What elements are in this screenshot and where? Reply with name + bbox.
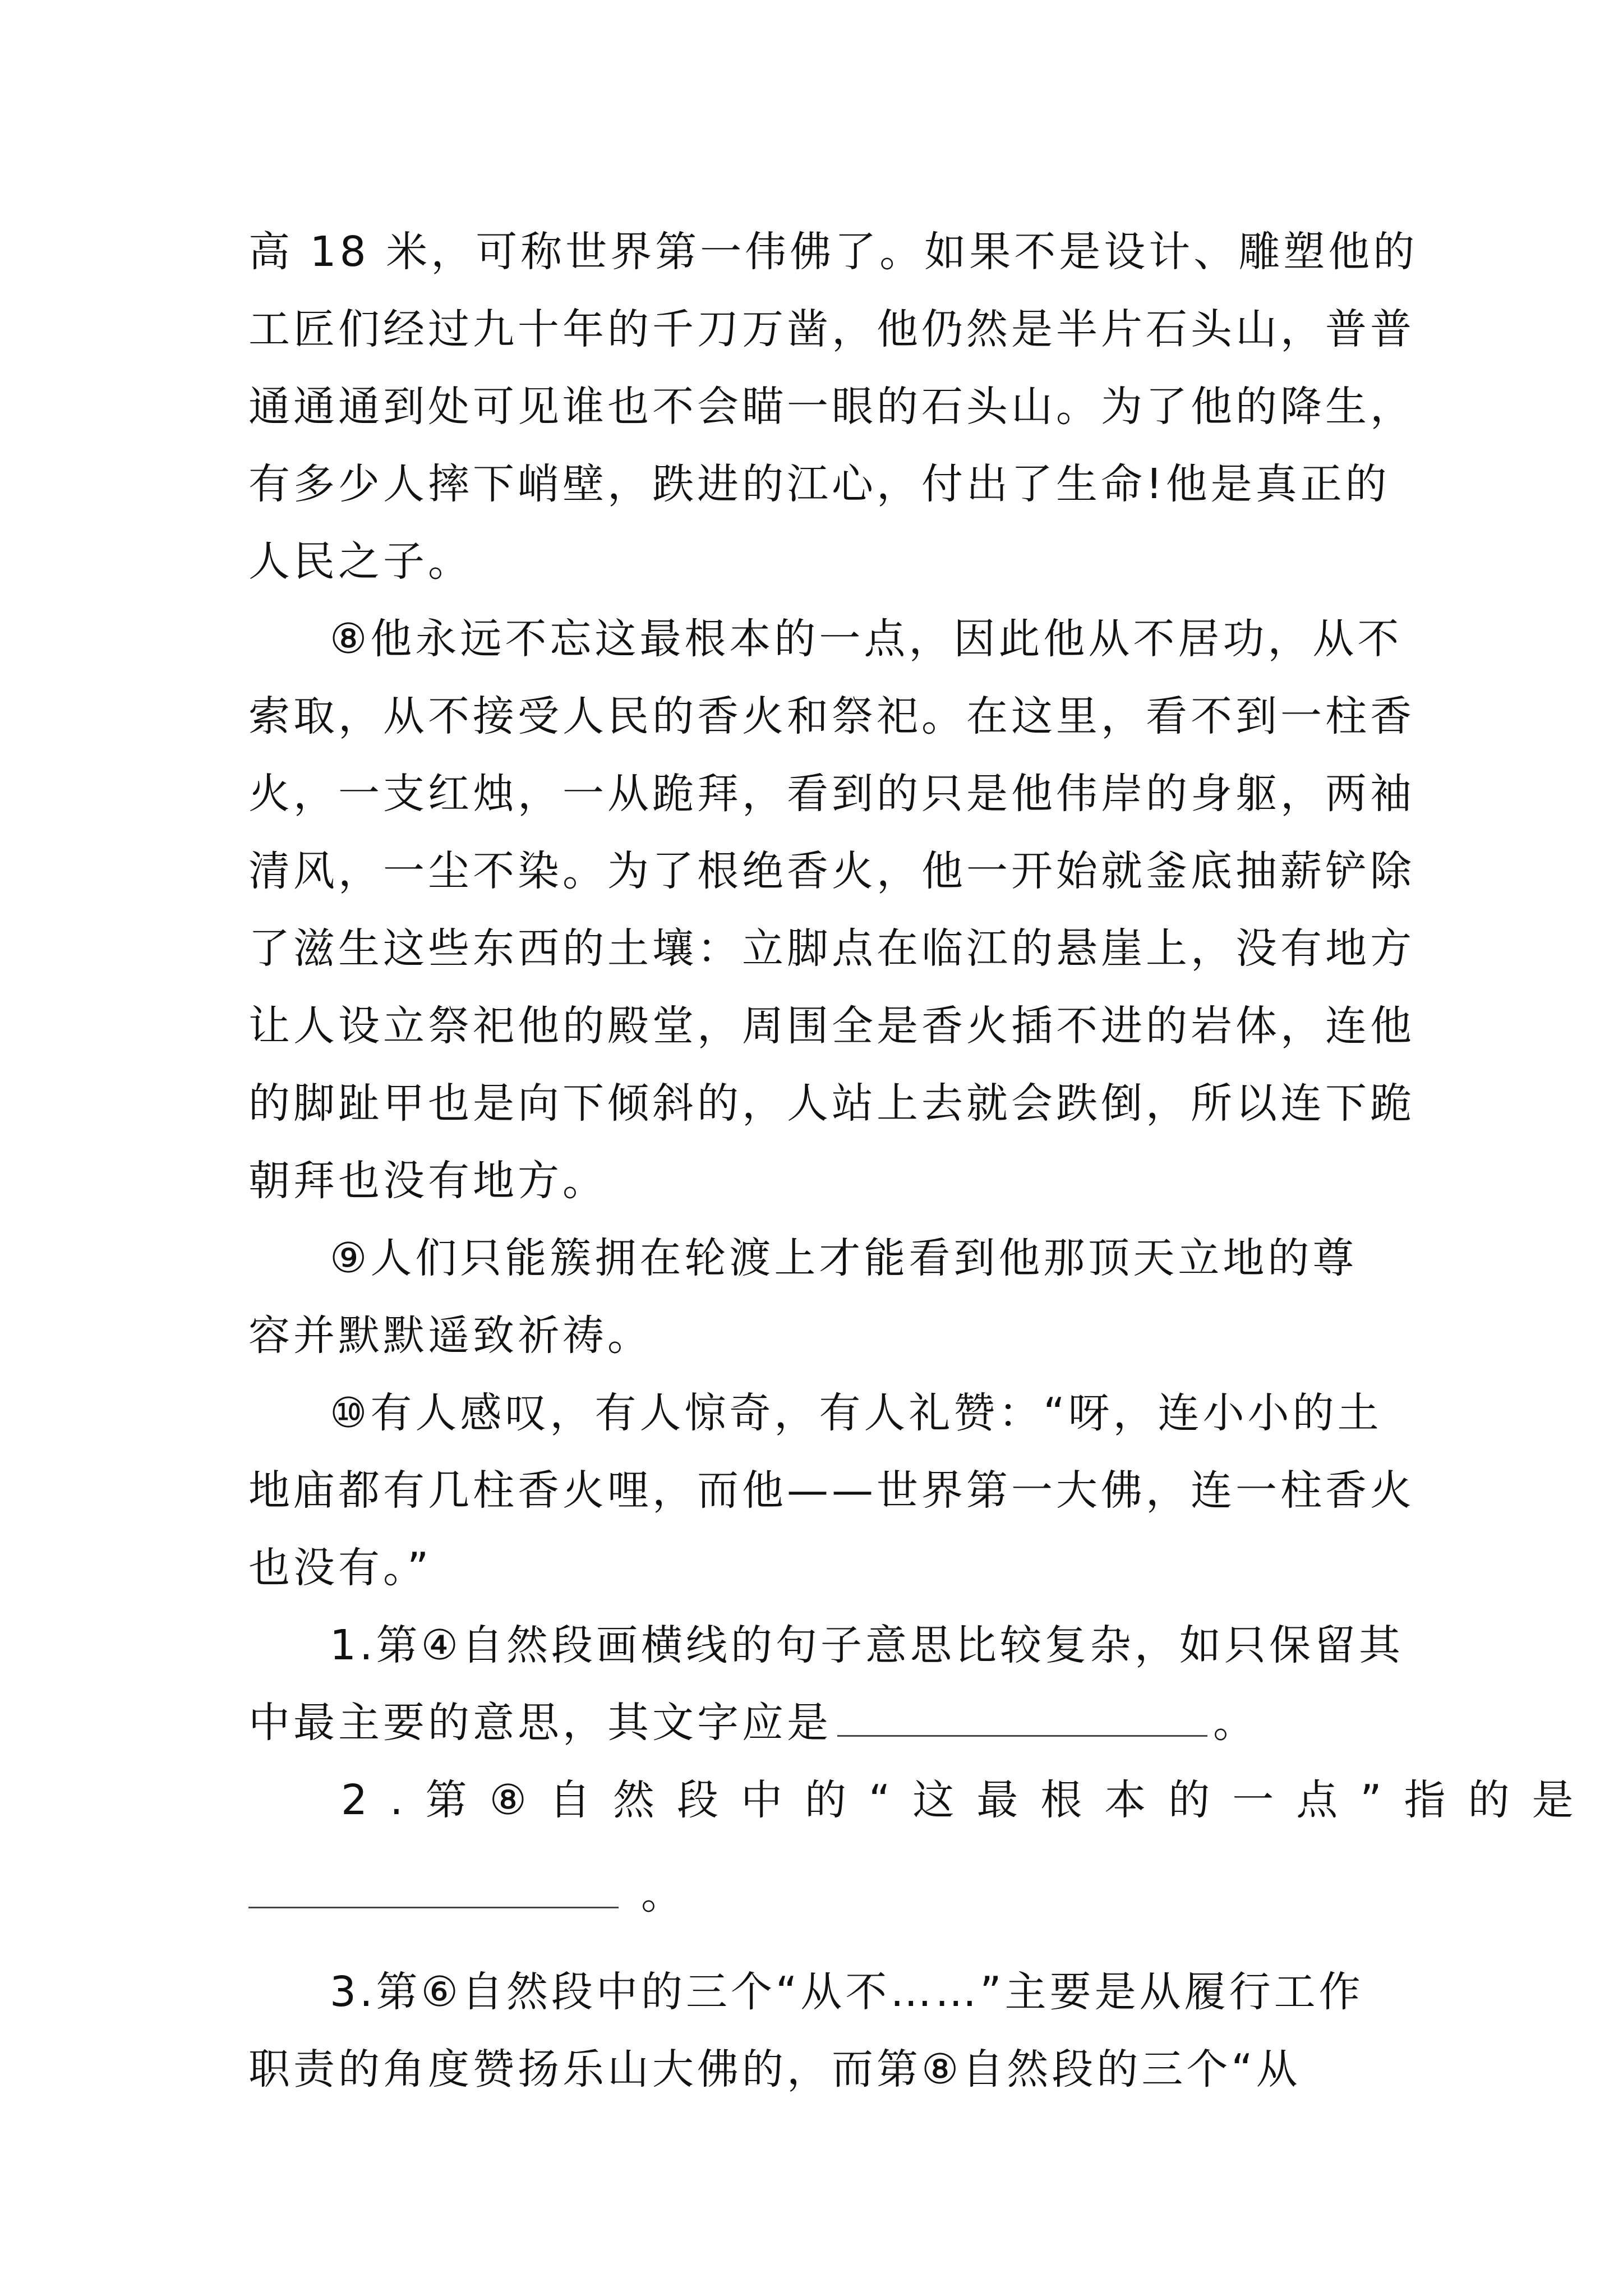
question-1-line-2 [248, 1684, 1393, 1761]
document-body [248, 213, 1596, 2108]
text-line: 有多少人摔下峭壁，跌进的江心，付出了生命!他是真正的 [248, 460, 1390, 508]
text-line: 朝拜也没有地方。 [248, 1157, 607, 1205]
question-3-line-1: 3.第⑥自然段中的三个“从不……”主要是从履行工作 [330, 1968, 1364, 2016]
paragraph-9-first-line: ⑨人们只能簇拥在轮渡上才能看到他那顶天立地的尊 [330, 1234, 1358, 1282]
paragraph-10-first-line: ⑩有人感叹，有人惊奇，有人礼赞：“呀，连小小的土 [330, 1389, 1382, 1437]
question-2-line-1: 2.第⑧自然段中的“这最根本的一点”指的是 [341, 1776, 1596, 1824]
question-1-line-1: 1.第④自然段画横线的句子意思比较复杂，如只保留其 [330, 1621, 1404, 1669]
text-line: 工匠们经过九十年的千刀万凿，他仍然是半片石头山，普普 [248, 305, 1415, 353]
question-1-period: 。 [1213, 1699, 1258, 1747]
text-line: 也没有。” [248, 1544, 432, 1592]
text-line: 火，一支红烛，一从跪拜，看到的只是他伟岸的身躯，两袖 [248, 770, 1415, 818]
question-3-line-2: 职责的角度赞扬乐山大佛的，而第⑧自然段的三个“从 [248, 2045, 1301, 2093]
answer-blank-2[interactable] [248, 1867, 619, 1908]
text-line: 高 18 米，可称世界第一伟佛了。如果不是设计、雕塑他的 [248, 228, 1418, 276]
text-line: 的脚趾甲也是向下倾斜的，人站上去就会跌倒，所以连下跪 [248, 1079, 1415, 1128]
text-line: 了滋生这些东西的土壤：立脚点在临江的悬崖上，没有地方 [248, 924, 1415, 973]
question-2-line-2 [248, 1856, 1393, 1933]
text-line: 人民之子。 [248, 537, 473, 586]
text-line: 清风，一尘不染。为了根绝香火，他一开始就釜底抽薪铲除 [248, 847, 1415, 895]
paragraph-8-first-line: ⑧他永远不忘这最根本的一点，因此他从不居功，从不 [330, 615, 1403, 663]
answer-blank-1[interactable] [837, 1696, 1207, 1737]
question-2-period: 。 [641, 1870, 686, 1918]
text-line: 通通通到处可见谁也不会瞄一眼的石头山。为了他的降生， [248, 383, 1415, 431]
text-line: 容并默默遥致祈祷。 [248, 1312, 652, 1360]
question-1-prompt: 中最主要的意思，其文字应是 [248, 1699, 832, 1747]
text-line: 让人设立祭祀他的殿堂，周围全是香火插不进的岩体，连他 [248, 1002, 1415, 1050]
text-line: 地庙都有几柱香火哩，而他——世界第一大佛，连一柱香火 [248, 1466, 1415, 1515]
text-line: 索取，从不接受人民的香火和祭祀。在这里，看不到一柱香 [248, 692, 1415, 740]
